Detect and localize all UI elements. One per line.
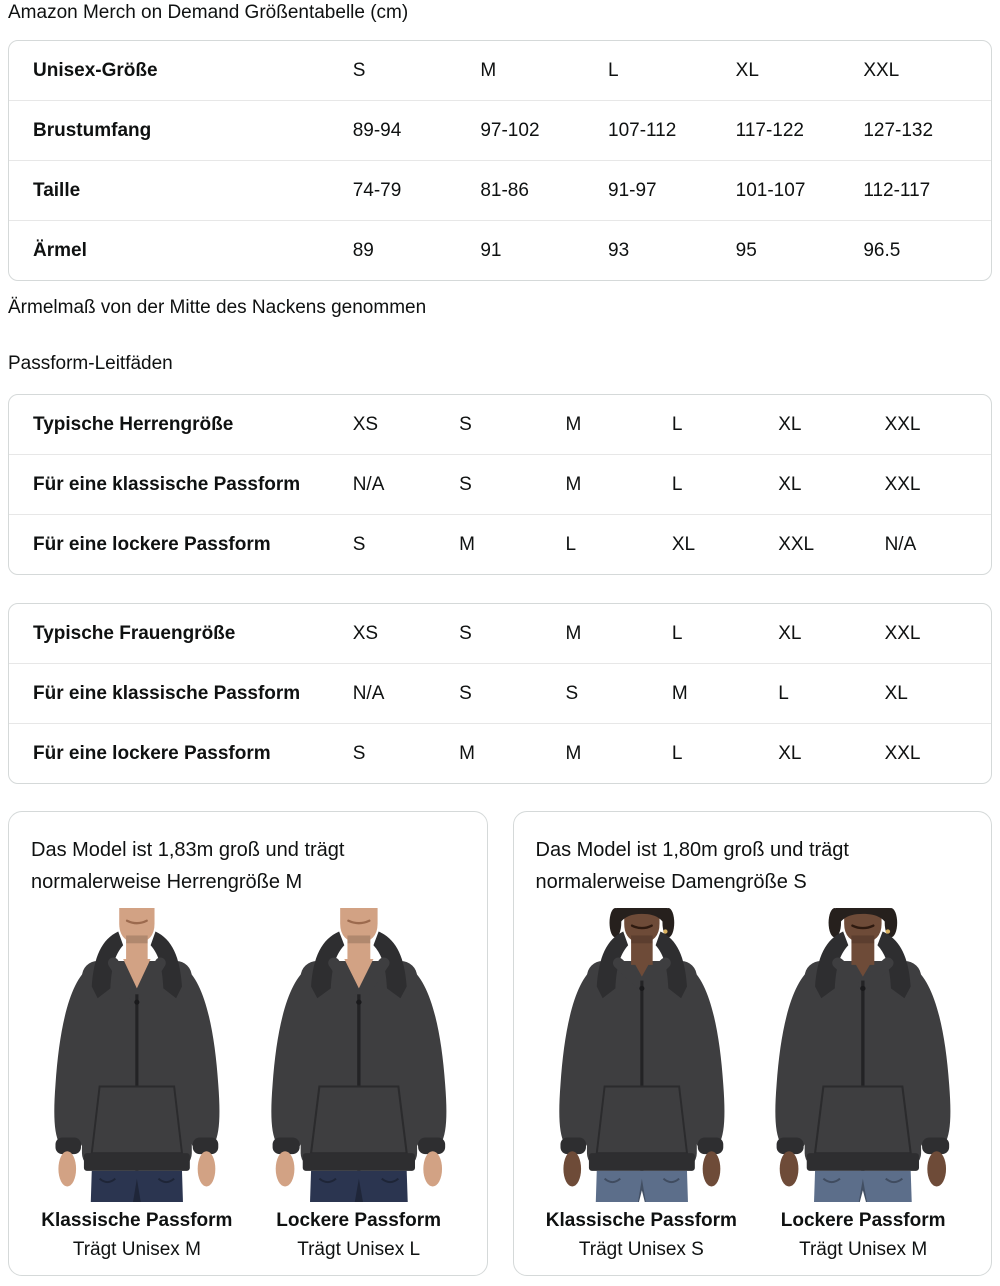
size-cell: 81-86 bbox=[480, 161, 608, 221]
size-cell: 97-102 bbox=[480, 101, 608, 161]
size-cell: 91-97 bbox=[608, 161, 736, 221]
size-table-row bbox=[9, 161, 991, 221]
row-label: Für eine klassische Passform bbox=[9, 664, 353, 724]
fit-label: Lockere Passform bbox=[276, 1210, 441, 1232]
size-table-row bbox=[9, 395, 991, 455]
size-cell: 101-107 bbox=[736, 161, 864, 221]
size-cell: L bbox=[778, 664, 884, 724]
size-cell: L bbox=[565, 515, 671, 575]
size-cell: 96.5 bbox=[863, 221, 991, 281]
size-table-row bbox=[9, 664, 991, 724]
size-cell: S bbox=[565, 664, 671, 724]
size-cell: M bbox=[565, 622, 582, 644]
fit-guides-title: Passform-Leitfäden bbox=[8, 353, 173, 374]
size-worn-label: Trägt Unisex M bbox=[799, 1239, 928, 1261]
size-cell: S bbox=[459, 413, 472, 435]
figure-caption bbox=[755, 1210, 971, 1261]
size-cell: M bbox=[459, 724, 565, 784]
mens-fit-table bbox=[8, 394, 992, 575]
size-cell: 74-79 bbox=[353, 161, 481, 221]
size-cell: N/A bbox=[353, 664, 459, 724]
row-label: Typische Frauengröße bbox=[33, 622, 236, 644]
size-cell: 127-132 bbox=[863, 101, 991, 161]
size-cell: XL bbox=[778, 413, 802, 435]
figure-caption bbox=[29, 1210, 245, 1261]
row-label: Taille bbox=[9, 161, 353, 221]
mens-model-card bbox=[8, 811, 488, 1276]
model-figures bbox=[534, 908, 972, 1261]
size-cell: 95 bbox=[736, 221, 864, 281]
row-label: Für eine klassische Passform bbox=[9, 455, 353, 515]
size-cell: XL bbox=[778, 455, 884, 515]
size-cell: XXL bbox=[885, 455, 991, 515]
size-cell: M bbox=[672, 664, 778, 724]
size-cell: M bbox=[565, 413, 582, 435]
size-cell: N/A bbox=[885, 515, 991, 575]
size-table-row bbox=[9, 101, 991, 161]
womens-model-card bbox=[513, 811, 993, 1276]
unisex-size-table bbox=[8, 40, 992, 281]
size-cell: XL bbox=[672, 515, 778, 575]
figure-caption bbox=[534, 1210, 750, 1261]
size-cell: M bbox=[565, 455, 671, 515]
size-cell: M bbox=[565, 724, 671, 784]
size-cell: L bbox=[671, 622, 683, 644]
size-cell: XL bbox=[885, 664, 991, 724]
size-cell: S bbox=[459, 455, 565, 515]
size-cell: XXL bbox=[778, 515, 884, 575]
size-cell: 107-112 bbox=[608, 101, 736, 161]
size-cell: S bbox=[459, 622, 472, 644]
size-cell: 112-117 bbox=[863, 161, 991, 221]
size-cell: 89-94 bbox=[353, 101, 481, 161]
size-table-row bbox=[9, 41, 991, 101]
size-cell: XXL bbox=[884, 413, 921, 435]
model-photo bbox=[251, 908, 467, 1202]
fit-label: Klassische Passform bbox=[41, 1210, 233, 1232]
model-photo bbox=[29, 908, 245, 1202]
figure-caption bbox=[251, 1210, 467, 1261]
size-cell: S bbox=[353, 515, 459, 575]
row-label: Unisex-Größe bbox=[33, 59, 158, 81]
row-label: Ärmel bbox=[9, 221, 353, 281]
size-cell: XL bbox=[735, 59, 759, 81]
size-cell: XS bbox=[352, 413, 379, 435]
model-photo bbox=[534, 908, 750, 1202]
size-table-row bbox=[9, 724, 991, 784]
model-photo bbox=[755, 908, 971, 1202]
fit-label: Lockere Passform bbox=[780, 1210, 946, 1232]
size-worn-label: Trägt Unisex S bbox=[578, 1239, 704, 1261]
sleeve-measurement-note: Ärmelmaß von der Mitte des Nackens genommen bbox=[8, 297, 427, 318]
size-cell: L bbox=[608, 59, 619, 81]
row-label: Brustumfang bbox=[9, 101, 353, 161]
size-cell: XXL bbox=[885, 724, 991, 784]
womens-fit-table bbox=[8, 603, 992, 784]
model-description: Das Model ist 1,83m groß und trägt normalerweise Herrengröße M bbox=[31, 839, 345, 893]
size-cell: M bbox=[480, 59, 497, 81]
size-table-row bbox=[9, 221, 991, 281]
size-worn-label: Trägt Unisex M bbox=[72, 1239, 201, 1261]
size-table-row bbox=[9, 515, 991, 575]
size-cell: N/A bbox=[353, 455, 459, 515]
size-worn-label: Trägt Unisex L bbox=[297, 1239, 421, 1261]
size-table-row bbox=[9, 604, 991, 664]
page-title: Amazon Merch on Demand Größentabelle (cm) bbox=[8, 2, 409, 23]
model-figure bbox=[755, 908, 971, 1261]
model-figure bbox=[534, 908, 750, 1261]
size-cell: 89 bbox=[353, 221, 481, 281]
size-cell: S bbox=[353, 724, 459, 784]
size-cell: 91 bbox=[480, 221, 608, 281]
row-label: Typische Herrengröße bbox=[33, 413, 234, 435]
size-cell: S bbox=[459, 664, 565, 724]
fit-label: Klassische Passform bbox=[545, 1210, 737, 1232]
model-figures bbox=[29, 908, 467, 1261]
size-cell: S bbox=[352, 59, 366, 81]
size-cell: M bbox=[459, 515, 565, 575]
size-table-row bbox=[9, 455, 991, 515]
model-figure bbox=[29, 908, 245, 1261]
size-cell: 117-122 bbox=[736, 101, 864, 161]
model-cards bbox=[8, 811, 992, 1276]
size-cell: XXL bbox=[884, 622, 921, 644]
size-cell: XL bbox=[778, 724, 884, 784]
size-cell: XS bbox=[352, 622, 379, 644]
row-label: Für eine lockere Passform bbox=[9, 515, 353, 575]
row-label: Für eine lockere Passform bbox=[9, 724, 353, 784]
model-description: Das Model ist 1,80m groß und trägt normalerweise Damengröße S bbox=[535, 839, 849, 893]
size-cell: L bbox=[672, 455, 778, 515]
size-cell: XXL bbox=[863, 59, 900, 81]
size-cell: L bbox=[672, 724, 778, 784]
size-cell: L bbox=[671, 413, 683, 435]
model-figure bbox=[251, 908, 467, 1261]
size-cell: 93 bbox=[608, 221, 736, 281]
size-cell: XL bbox=[778, 622, 802, 644]
